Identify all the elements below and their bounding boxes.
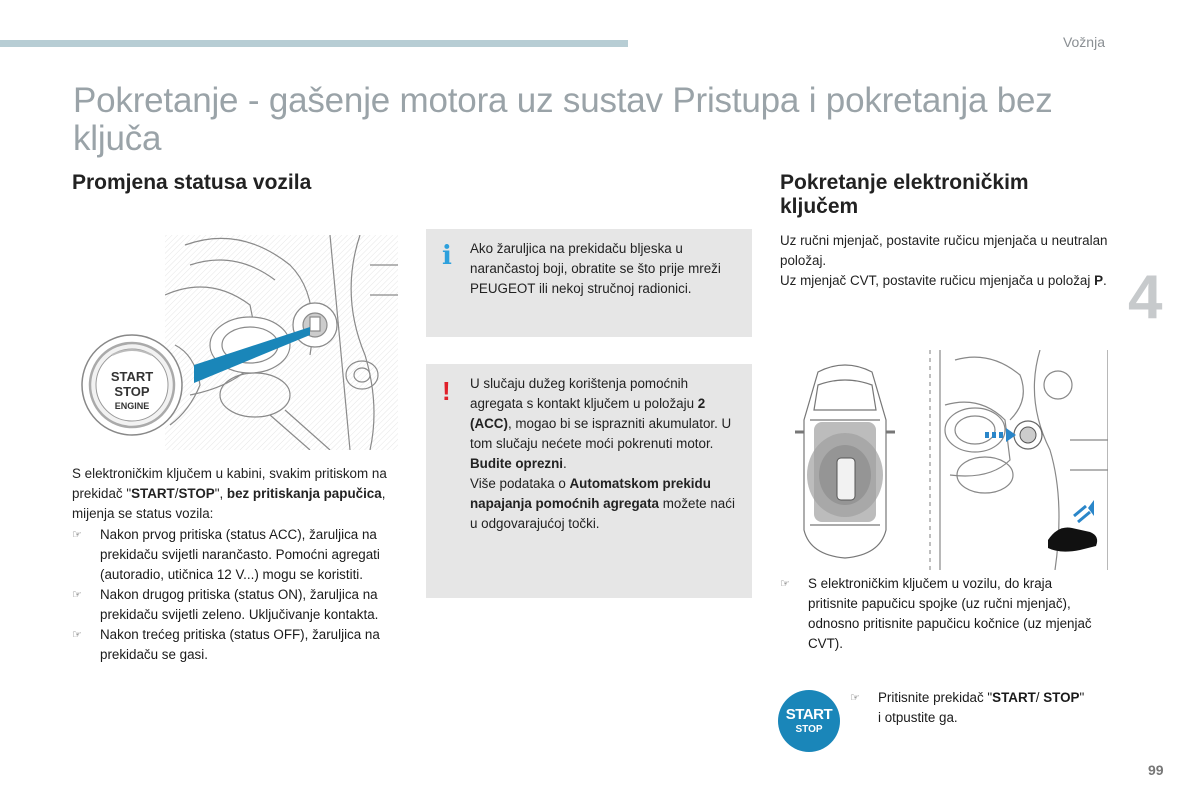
- warning-icon: !: [442, 376, 451, 406]
- info-text: Ako žaruljica na prekidaču bljeska u narančastoj boji, obratite se što prije mreži PEUGEOT ili nekoj stručnoj radionici.: [470, 241, 721, 296]
- start-stop-dashboard-figure: [70, 235, 398, 450]
- list-item: ☞ Nakon trećeg pritiska (status OFF), žaruljica na prekidaču se gasi.: [72, 627, 380, 662]
- vehicle-status-intro: S elektroničkim ključem u kabini, svakim pritiskom na prekidač "START/STOP", bez pritiskanja papučica, mijenja se status vozila:: [72, 466, 387, 521]
- gear-instructions: Uz ručni mjenjač, postavite ručicu mjenjača u neutralan položaj. Uz mjenjač CVT, postavite ručicu mjenjača u položaj P.: [780, 233, 1108, 288]
- pointing-hand-icon: ☞: [72, 629, 82, 641]
- list-item: ☞ Nakon drugog pritiska (status ON), žaruljica na prekidaču svijetli zeleno. Uključivanje kontakta.: [72, 587, 379, 622]
- pedal-foot-icon: [1048, 500, 1097, 552]
- button-label-start: START: [110, 369, 154, 384]
- header-bar: [0, 40, 628, 47]
- status-list: [72, 525, 402, 665]
- car-key-pedal-figure: [790, 350, 1108, 570]
- page-title: Pokretanje - gašenje motora uz sustav Pristupa i pokretanja bez ključa: [73, 81, 1053, 158]
- heading-start-electronic-key: Pokretanje elektroničkim ključem: [780, 171, 1029, 218]
- pointing-hand-icon: ☞: [72, 589, 82, 601]
- page-number: 99: [1148, 762, 1164, 778]
- electronic-key-icon: [837, 458, 855, 500]
- info-icon: i: [442, 241, 452, 271]
- warning-box: [426, 364, 752, 598]
- pointing-hand-icon: ☞: [780, 578, 790, 590]
- pedal-instruction: ☞ S elektroničkim ključem u vozilu, do kraja pritisnite papučicu spojke (uz ručni mjenjač), odnosno pritisnite papučicu kočnice (uz mjenjač CVT).: [780, 576, 1092, 651]
- heading-vehicle-status: Promjena statusa vozila: [72, 171, 312, 194]
- chapter-number: 4: [1128, 263, 1163, 332]
- info-box: [426, 229, 752, 337]
- button-label-stop: STOP: [114, 384, 150, 399]
- pointing-hand-icon: ☞: [72, 529, 82, 541]
- warning-text: U slučaju dužeg korištenja pomoćnih agregata s kontakt ključem u položaju 2 (ACC), mogao bi se isprazniti akumulator. U tom slučaju nećete moći pokrenuti motor. Budite oprezni. Više podataka o Automatskom prekidu napajanja pomoćnih agregata možete naći u odgovarajućoj točki.: [470, 376, 735, 531]
- section-name: Vožnja: [1062, 34, 1105, 50]
- button-label-engine: ENGINE: [114, 401, 150, 411]
- pointing-hand-icon: ☞: [850, 692, 860, 704]
- start-stop-button-icon: START STOP: [778, 690, 840, 752]
- press-start-instruction: ☞ Pritisnite prekidač "START/ STOP" i otpustite ga.: [850, 690, 1085, 725]
- list-item: ☞ Nakon prvog pritiska (status ACC), žaruljica na prekidaču svijetli narančasto. Pomoćni agregati (autoradio, utičnica 12 V...) mogu se koristiti.: [72, 527, 380, 582]
